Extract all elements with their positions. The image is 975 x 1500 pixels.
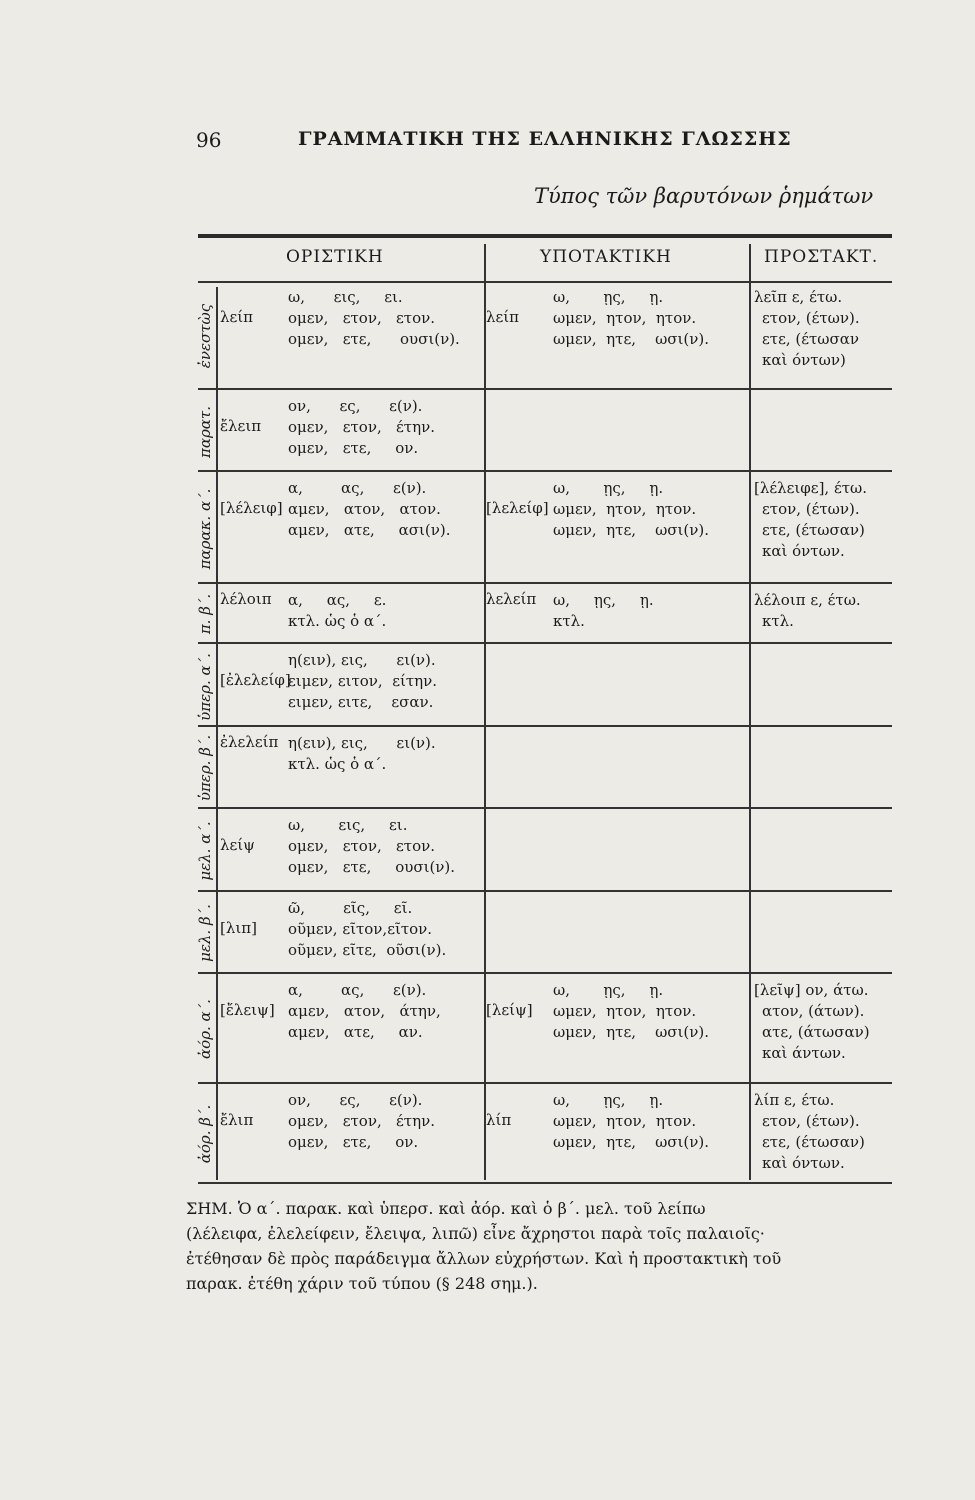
indicative-form: ομεν, ετε, ουσι(ν). (288, 330, 460, 348)
tense-label: ὑπερ. α΄. (196, 652, 214, 721)
indicative-stem: [ἐλελείφ] (220, 671, 291, 689)
imperative-form: ατον, (άτων). (762, 1002, 865, 1020)
row-divider (198, 642, 892, 644)
indicative-form: οῦμεν, εῖτε, οῦσι(ν). (288, 941, 447, 959)
imperative-form: [λεῖψ] ον, άτω. (754, 981, 869, 999)
row-divider (198, 972, 892, 974)
indicative-form: κτλ. ὡς ὁ α΄. (288, 612, 387, 630)
imperative-form: ετον, (έτων). (762, 500, 860, 518)
note-line: (λέλειφα, ἐλελείφειν, ἔλειψα, λιπῶ) εἶνε ἄχρηστοι παρὰ τοῖς παλαιοῖς· (186, 1224, 765, 1243)
subjunctive-form: ω, ῃς, ῃ. (553, 591, 654, 609)
note-line: ἐτέθησαν δὲ πρὸς παράδειγμα ἄλλων εὐχρήστων. Καὶ ἡ προστακτικὴ τοῦ (186, 1249, 782, 1268)
indicative-form: ομεν, ετον, ετον. (288, 309, 436, 327)
subjunctive-form: ωμεν, ητον, ητον. (553, 500, 697, 518)
tense-label: μελ. α΄. (196, 820, 214, 881)
indicative-form: ειμεν, ειτον, είτην. (288, 672, 438, 690)
subjunctive-stem: λελείπ (486, 590, 537, 608)
indicative-form: α, ας, ε. (288, 591, 387, 609)
label-col-rule (216, 287, 218, 1180)
note-line: παρακ. ἐτέθη χάριν τοῦ τύπου (§ 248 σημ.). (186, 1274, 538, 1293)
subjunctive-form: ω, ῃς, ῃ. (553, 288, 664, 306)
indicative-form: ειμεν, ειτε, εσαν. (288, 693, 434, 711)
indicative-form: ομεν, ετε, ον. (288, 1133, 419, 1151)
tense-label: ἀόρ. α΄. (196, 999, 214, 1059)
imp-col-rule (749, 244, 751, 1180)
subjunctive-stem: λείπ (486, 308, 520, 326)
imperative-form: ετε, (έτωσαν) (762, 521, 865, 539)
indicative-stem: [λέλειφ] (220, 499, 283, 517)
indicative-stem: ἐλελείπ (220, 733, 279, 751)
indicative-stem: ἔλειπ (220, 417, 262, 435)
indicative-form: αμεν, ατε, ασι(ν). (288, 521, 451, 539)
indicative-form: ω, εις, ει. (288, 816, 408, 834)
indicative-form: ῶ, εῖς, εῖ. (288, 899, 413, 917)
footnote (186, 1196, 898, 1296)
page-number: 96 (196, 128, 222, 152)
col-head-imperative: ΠΡΟΣΤΑΚΤ. (764, 247, 879, 267)
imperative-form: ετον, (έτων). (762, 1112, 860, 1130)
row-divider (198, 725, 892, 727)
imperative-form: καὶ άντων. (762, 1044, 846, 1062)
subjunctive-form: ωμεν, ητε, ωσι(ν). (553, 330, 710, 348)
row-divider (198, 582, 892, 584)
row-divider (198, 890, 892, 892)
header-rule (198, 281, 892, 283)
indicative-stem: λέλοιπ (220, 590, 272, 608)
subjunctive-form: ωμεν, ητον, ητον. (553, 1112, 697, 1130)
indicative-form: ον, ες, ε(ν). (288, 397, 423, 415)
indicative-stem: λείπ (220, 308, 254, 326)
tense-label: παρακ. α΄. (196, 488, 214, 570)
imperative-form: λίπ ε, έτω. (754, 1091, 835, 1109)
tense-label: π. β΄. (196, 593, 214, 635)
indicative-form: ομεν, ετε, ουσι(ν). (288, 858, 456, 876)
indicative-form: αμεν, ατε, αν. (288, 1023, 423, 1041)
imperative-form: ετε, (έτωσαν (762, 330, 860, 348)
row-divider (198, 1082, 892, 1084)
row-divider (198, 470, 892, 472)
table-subtitle: Τύπος τῶν βαρυτόνων ῥημάτων (534, 184, 874, 208)
subjunctive-form: ωμεν, ητον, ητον. (553, 1002, 697, 1020)
subjunctive-form: ω, ῃς, ῃ. (553, 981, 664, 999)
subjunctive-form: ωμεν, ητε, ωσι(ν). (553, 1023, 710, 1041)
tense-label: μελ. β΄. (196, 904, 214, 962)
col-head-subjunctive: ΥΠΟΤΑΚΤΙΚΗ (540, 247, 672, 267)
tense-label: ἐνεστὼς (196, 303, 214, 368)
imperative-form: λεῖπ ε, έτω. (754, 288, 843, 306)
imperative-form: ετον, (έτων). (762, 309, 860, 327)
indicative-form: ομεν, ετον, έτην. (288, 1112, 435, 1130)
indicative-stem: [ἔλειψ] (220, 1001, 275, 1019)
indicative-stem: [λιπ] (220, 919, 257, 937)
imperative-form: κτλ. (762, 612, 794, 630)
subjunctive-form: ωμεν, ητε, ωσι(ν). (553, 521, 710, 539)
indicative-form: ω, εις, ει. (288, 288, 403, 306)
top-rule (198, 234, 892, 238)
subjunctive-stem: [λελείφ] (486, 499, 549, 517)
indicative-form: α, ας, ε(ν). (288, 981, 427, 999)
bottom-rule (198, 1182, 892, 1184)
note-line: ΣΗΜ. Ὁ α΄. παρακ. καὶ ὑπερσ. καὶ ἀόρ. καὶ ὁ β΄. μελ. τοῦ λείπω (186, 1199, 706, 1218)
tense-label: ἀόρ. β΄. (196, 1104, 214, 1164)
indicative-stem: λείψ (220, 836, 255, 854)
imperative-form: ατε, (άτωσαν) (762, 1023, 870, 1041)
col-head-indicative: ΟΡΙΣΤΙΚΗ (286, 247, 384, 267)
subjunctive-form: κτλ. (553, 612, 585, 630)
imperative-form: καὶ όντων) (762, 351, 846, 369)
subjunctive-form: ω, ῃς, ῃ. (553, 1091, 664, 1109)
indicative-form: οῦμεν, εῖτον,εῖτον. (288, 920, 433, 938)
indicative-stem: ἔλιπ (220, 1111, 254, 1129)
indicative-form: η(ειν), εις, ει(ν). (288, 651, 436, 669)
indicative-form: ον, ες, ε(ν). (288, 1091, 423, 1109)
subjunctive-stem: λίπ (486, 1111, 512, 1129)
row-divider (198, 807, 892, 809)
indicative-form: αμεν, ατον, άτην, (288, 1002, 441, 1020)
row-divider (198, 388, 892, 390)
subjunctive-form: ωμεν, ητε, ωσι(ν). (553, 1133, 710, 1151)
indicative-form: η(ειν), εις, ει(ν). (288, 734, 436, 752)
indicative-form: α, ας, ε(ν). (288, 479, 427, 497)
tense-label: παρατ. (196, 406, 214, 459)
tense-label: ὑπερ. β΄. (196, 734, 214, 802)
imperative-form: λέλοιπ ε, έτω. (754, 591, 861, 609)
subjunctive-form: ω, ῃς, ῃ. (553, 479, 664, 497)
indicative-form: ομεν, ετον, έτην. (288, 418, 435, 436)
imperative-form: καὶ όντων. (762, 542, 845, 560)
imperative-form: καὶ όντων. (762, 1154, 845, 1172)
indicative-form: κτλ. ὡς ὁ α΄. (288, 755, 387, 773)
imperative-form: ετε, (έτωσαν) (762, 1133, 865, 1151)
subjunctive-form: ωμεν, ητον, ητον. (553, 309, 697, 327)
indicative-form: αμεν, ατον, ατον. (288, 500, 441, 518)
subjunctive-stem: [λείψ] (486, 1001, 533, 1019)
running-title: ΓΡΑΜΜΑΤΙΚΗ ΤΗΣ ΕΛΛΗΝΙΚΗΣ ΓΛΩΣΣΗΣ (298, 128, 792, 150)
sub-col-rule (484, 244, 486, 1180)
indicative-form: ομεν, ετε, ον. (288, 439, 419, 457)
indicative-form: ομεν, ετον, ετον. (288, 837, 436, 855)
imperative-form: [λέλειφε], έτω. (754, 479, 868, 497)
